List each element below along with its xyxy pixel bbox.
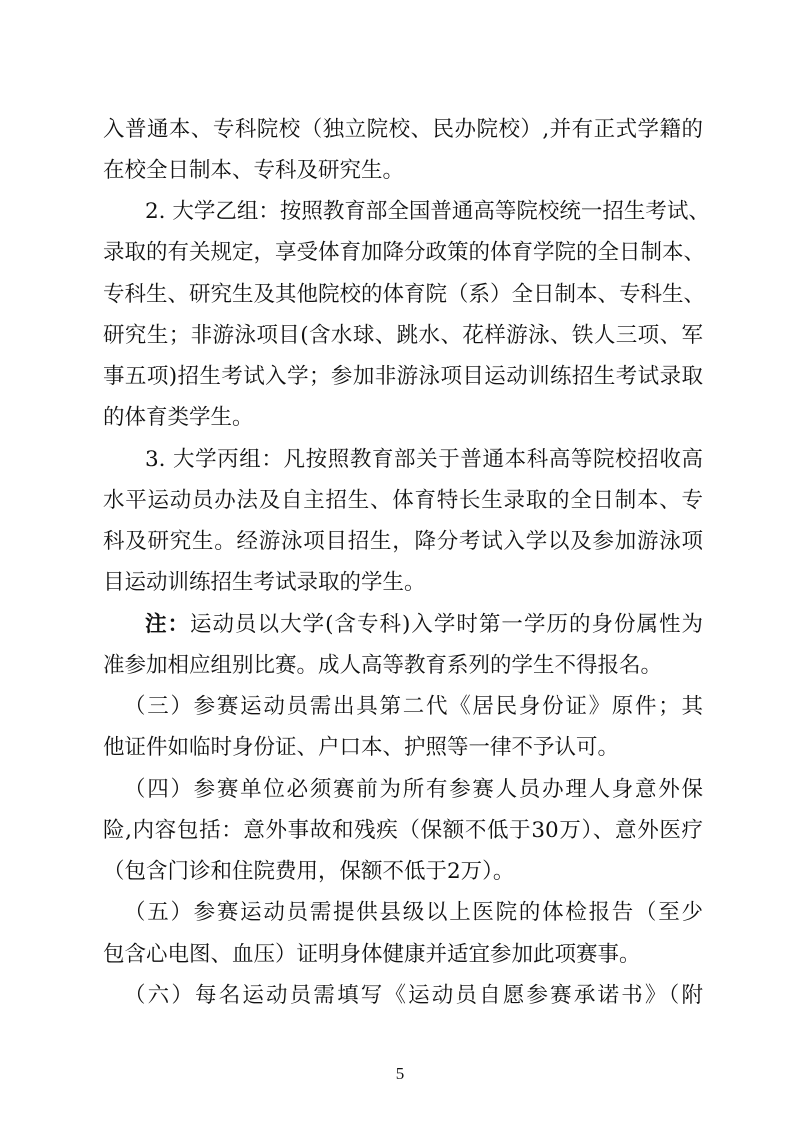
text-line: 目运动训练招生考试录取的学生。 [103, 570, 426, 595]
text-line: 科及研究生。经游泳项目招生，降分考试入学以及参加游泳项 [103, 529, 703, 554]
text-line: 事五项)招生考试入学；参加非游泳项目运动训练招生考试录取 [103, 364, 703, 389]
text-line: 入普通本、专科院校（独立院校、民办院校）,并有正式学籍的 [103, 117, 703, 142]
text-line: 录取的有关规定，享受体育加降分政策的体育学院的全日制本、 [103, 240, 706, 265]
text-line: （四）参赛单位必须赛前为所有参赛人员办理人身意外保 [124, 777, 703, 802]
text-line: （六）每名运动员需填写《运动员自愿参赛承诺书》（附 [124, 983, 703, 1008]
text-line: 准参加相应组别比赛。成人高等教育系列的学生不得报名。 [103, 653, 663, 678]
text-line: （包含门诊和住院费用，保额不低于2万）。 [103, 859, 515, 884]
text-line: 包含心电图、血压）证明身体健康并适宜参加此项赛事。 [103, 942, 641, 967]
text-line: 他证件如临时身份证、户口本、护照等一律不予认可。 [103, 735, 620, 760]
text-line: 2. 大学乙组：按照教育部全国普通高等院校统一招生考试、 [145, 199, 710, 224]
text-line: 险,内容包括：意外事故和残疾（保额不低于30万）、意外医疗 [103, 818, 703, 843]
text-line: （三）参赛运动员需出具第二代《居民身份证》原件；其 [124, 694, 703, 719]
note-text: 运动员以大学(含专科)入学时第一学历的身份属性为 [190, 612, 703, 637]
text-line: 研究生；非游泳项目(含水球、跳水、花样游泳、铁人三项、军 [103, 323, 703, 348]
text-line: （五）参赛运动员需提供县级以上医院的体检报告（至少 [124, 900, 703, 925]
text-line: 专科生、研究生及其他院校的体育院（系）全日制本、专科生、 [103, 282, 706, 307]
note-line [145, 610, 703, 640]
text-line: 3. 大学丙组：凡按照教育部关于普通本科高等院校招收高 [145, 447, 703, 472]
text-line: 水平运动员办法及自主招生、体育特长生录取的全日制本、专 [103, 488, 703, 513]
page-number: 5 [395, 1064, 405, 1083]
text-line: 在校全日制本、专科及研究生。 [103, 158, 405, 183]
text-line: 的体育类学生。 [103, 405, 254, 430]
note-label: 注： [145, 612, 191, 637]
